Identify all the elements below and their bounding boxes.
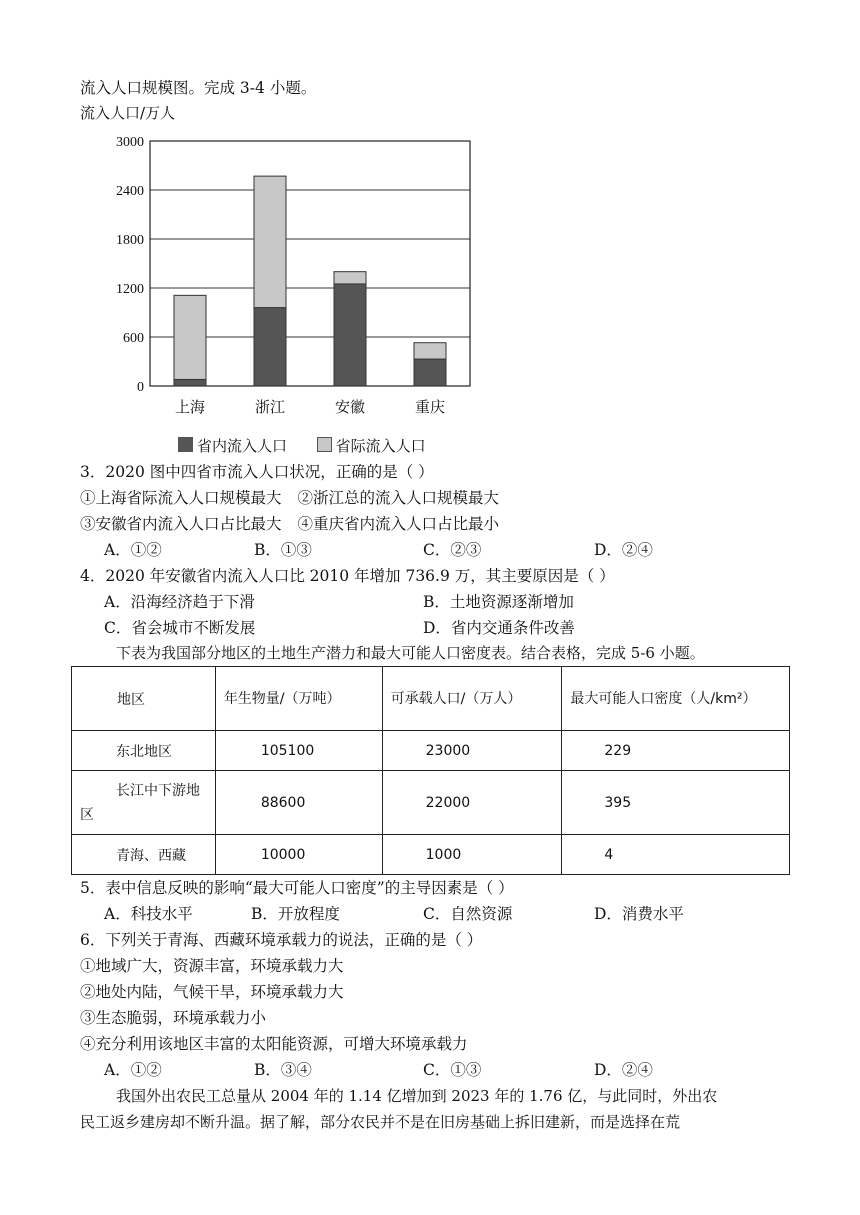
- table-cell-capacity: 23000: [382, 731, 562, 771]
- q6-statement-3: ③生态脆弱，环境承载力小: [80, 1009, 267, 1027]
- table-cell-biomass: 105100: [215, 731, 382, 771]
- table-cell-density: 229: [562, 731, 790, 771]
- table-header-region: 地区: [72, 667, 216, 731]
- table-row: [72, 771, 790, 835]
- chart-legend: [178, 435, 426, 456]
- legend-swatch-intra: [178, 437, 193, 452]
- table-cell-density: 395: [562, 771, 790, 835]
- q4-option-c[interactable]: C．省会城市不断发展: [104, 619, 256, 637]
- table-header-biomass: 年生物量/（万吨）: [215, 667, 382, 731]
- q3-option-c[interactable]: C．②③: [423, 541, 482, 559]
- q4-option-a[interactable]: A．沿海经济趋于下滑: [104, 593, 255, 611]
- q3-statement-3: ③安徽省内流入人口占比最大: [80, 515, 282, 533]
- q3-statements-row1: [80, 488, 499, 508]
- table-cell-region: 青海、西藏: [72, 835, 216, 875]
- q6-option-c[interactable]: C．①③: [423, 1061, 482, 1079]
- y-tick-label: 1200: [116, 282, 144, 297]
- table-cell-region: 东北地区: [72, 731, 216, 771]
- table-header-capacity: 可承载人口/（万人）: [382, 667, 562, 731]
- data-table: [71, 666, 790, 875]
- bar-intra: [174, 379, 206, 386]
- x-tick-label: 上海: [174, 398, 206, 416]
- bar-inter: [254, 176, 286, 307]
- q3-stem: 3．2020 图中四省市流入人口状况，正确的是（ ）: [80, 463, 434, 481]
- q6-option-a[interactable]: A．①②: [104, 1061, 162, 1079]
- x-tick-label: 重庆: [414, 398, 446, 416]
- x-tick-label: 安徽: [334, 398, 366, 416]
- y-tick-label: 0: [137, 380, 144, 395]
- legend-item-inter: [317, 437, 426, 455]
- legend-label-inter: 省际流入人口: [335, 437, 426, 455]
- bar-intra: [334, 284, 366, 386]
- legend-swatch-inter: [317, 437, 332, 452]
- table-row: [72, 731, 790, 771]
- stacked-bar-chart: [95, 128, 485, 428]
- q4-option-b[interactable]: B．土地资源逐渐增加: [423, 593, 574, 611]
- table-row: [72, 835, 790, 875]
- q6-statement-4: ④充分利用该地区丰富的太阳能资源，可增大环境承载力: [80, 1035, 468, 1053]
- q3-statement-2: ②浙江总的流入人口规模最大: [297, 489, 500, 507]
- bar-intra: [414, 359, 446, 386]
- q4-stem: 4．2020 年安徽省内流入人口比 2010 年增加 736.9 万，其主要原因是（ ）: [80, 567, 615, 585]
- q6-stem: 6．下列关于青海、西藏环境承载力的说法，正确的是（ ）: [80, 931, 483, 949]
- bar-inter: [334, 272, 366, 284]
- q3-statement-1: ①上海省际流入人口规模最大: [80, 489, 282, 507]
- table-cell-biomass: 88600: [215, 771, 382, 835]
- table-header-density: 最大可能人口密度（人/km²）: [562, 667, 790, 731]
- table-cell-density: 4: [562, 835, 790, 875]
- x-tick-label: 浙江: [254, 398, 286, 416]
- table-intro: 下表为我国部分地区的土地生产潜力和最大可能人口密度表。结合表格，完成 5-6 小题。: [116, 644, 705, 662]
- passage-line-2: 民工返乡建房却不断升温。据了解，部分农民并不是在旧房基础上拆旧建新，而是选择在荒: [80, 1113, 681, 1131]
- bar-inter: [174, 295, 206, 379]
- q5-option-d[interactable]: D．消费水平: [594, 905, 684, 923]
- q4-option-d[interactable]: D．省内交通条件改善: [423, 619, 575, 637]
- legend-item-intra: [178, 437, 287, 455]
- q3-option-b[interactable]: B．①③: [254, 541, 312, 559]
- q5-option-b[interactable]: B．开放程度: [251, 905, 340, 923]
- q3-statement-4: ④重庆省内流入人口占比最小: [297, 515, 500, 533]
- y-tick-label: 600: [123, 331, 144, 346]
- y-tick-label: 3000: [116, 135, 144, 150]
- intro-line: 流入人口规模图。完成 3-4 小题。: [80, 79, 317, 97]
- table-header-row: [72, 667, 790, 731]
- q3-option-a[interactable]: A．①②: [104, 541, 162, 559]
- table-cell-capacity: 22000: [382, 771, 562, 835]
- bar-inter: [414, 343, 446, 359]
- q5-stem: 5．表中信息反映的影响“最大可能人口密度”的主导因素是（ ）: [80, 879, 514, 897]
- q6-statement-1: ①地域广大，资源丰富，环境承载力大: [80, 957, 344, 975]
- chart-y-axis-label: 流入人口/万人: [80, 104, 176, 122]
- q3-option-d[interactable]: D．②④: [594, 541, 653, 559]
- y-tick-label: 2400: [116, 184, 144, 199]
- table-cell-biomass: 10000: [215, 835, 382, 875]
- table-cell-region: 长江中下游地区: [72, 771, 216, 835]
- bar-intra: [254, 308, 286, 386]
- q6-statement-2: ②地处内陆，气候干旱，环境承载力大: [80, 983, 344, 1001]
- q5-option-a[interactable]: A．科技水平: [104, 905, 193, 923]
- q6-option-d[interactable]: D．②④: [594, 1061, 653, 1079]
- y-tick-label: 1800: [116, 233, 144, 248]
- q3-statements-row2: [80, 514, 499, 534]
- q6-option-b[interactable]: B．③④: [254, 1061, 312, 1079]
- passage-line-1: 我国外出农民工总量从 2004 年的 1.14 亿增加到 2023 年的 1.76 亿，与此同时，外出农: [116, 1087, 718, 1105]
- legend-label-intra: 省内流入人口: [197, 437, 288, 455]
- q5-option-c[interactable]: C．自然资源: [423, 905, 513, 923]
- table-cell-capacity: 1000: [382, 835, 562, 875]
